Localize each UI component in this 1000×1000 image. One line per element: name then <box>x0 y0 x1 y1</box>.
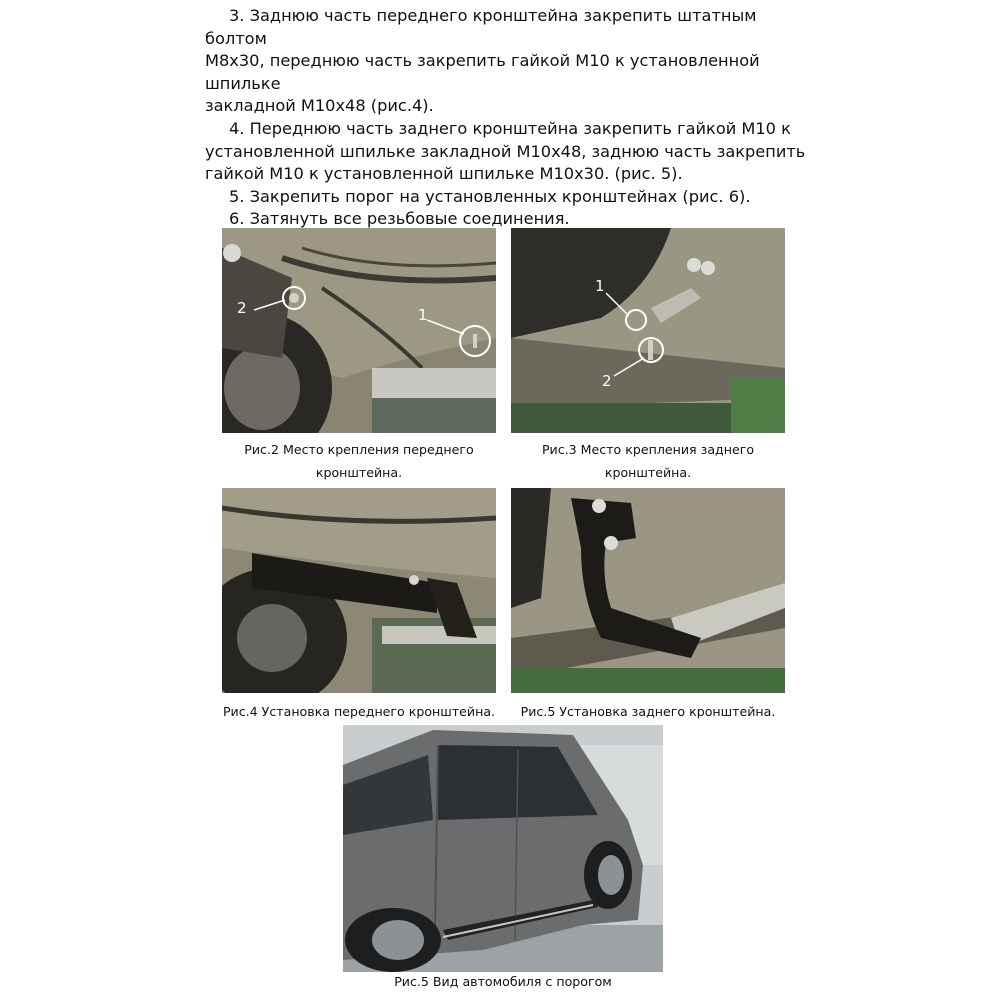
step-3-line-1: 3. Заднюю часть переднего кронштейна закрепить штатным болтом <box>205 6 757 48</box>
step-3-line-3: закладной М10х48 (рис.4). <box>205 96 434 116</box>
step-4-line-2: установленной шпильке закладной М10х48, заднюю часть закрепить <box>205 141 806 161</box>
figure-6-caption: Рис.5 Вид автомобиля с порогом <box>394 974 612 989</box>
step-5-line-1: 5. Закрепить порог на установленных кронштейнах (рис. 6). <box>229 186 751 206</box>
step-6-line-1: 6. Затянуть все резьбовые соединения. <box>229 209 570 229</box>
fig3-label-1: 1 <box>595 277 605 295</box>
fig2-label-2: 2 <box>237 299 247 317</box>
figure-6-photo <box>343 725 663 972</box>
step-4-line-1: 4. Переднюю часть заднего кронштейна закрепить гайкой М10 к <box>229 118 791 138</box>
figure-5-caption: Рис.5 Установка заднего кронштейна. <box>520 704 776 719</box>
fig3-label-2: 2 <box>602 372 612 390</box>
installation-steps <box>205 5 815 231</box>
figure-4-photo <box>222 488 496 693</box>
figure-3-photo <box>511 228 785 433</box>
figure-5-photo <box>511 488 785 693</box>
figure-4-caption: Рис.4 Установка переднего кронштейна. <box>222 704 496 719</box>
step-3-line-2: М8х30, переднюю часть закрепить гайкой М10 к установленной шпильке <box>205 51 760 93</box>
fig2-label-1: 1 <box>418 306 428 324</box>
figure-3-caption: Рис.3 Место крепления заднего кронштейна. <box>541 442 755 480</box>
figure-2-photo <box>222 228 496 433</box>
figure-2-caption: Рис.2 Место крепления переднего кронштейна. <box>244 442 474 480</box>
step-4-line-3: гайкой М10 к установленной шпильке М10х30. (рис. 5). <box>205 164 683 184</box>
